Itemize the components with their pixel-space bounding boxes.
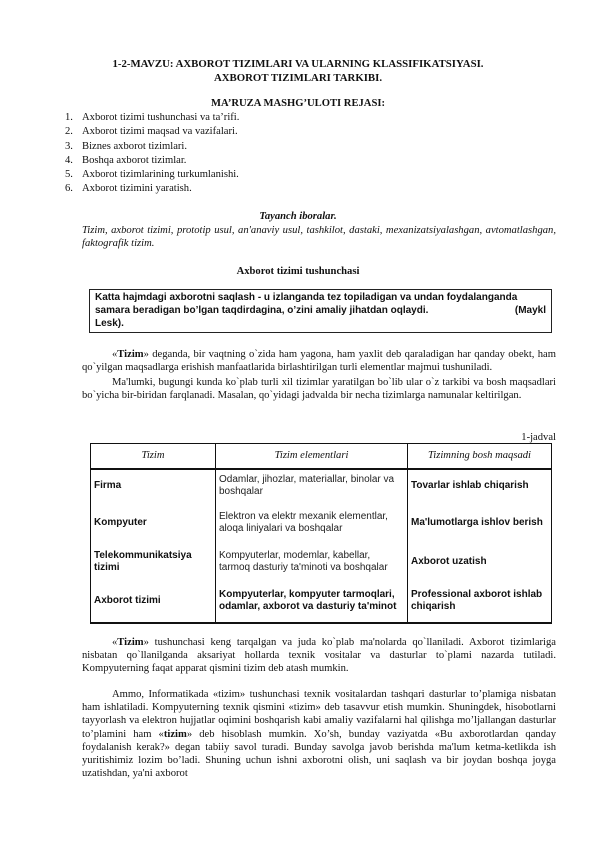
keywords-text: Tizim, axborot tizimi, prototip usul, an'anaviy usul, tashkilot, dastaki, mexanizatsiyalashgan, avtomatlashgan, faktografik tizim.	[82, 225, 556, 250]
quote-author: (Maykl	[514, 305, 546, 317]
table-row	[91, 544, 552, 580]
table-row	[91, 469, 552, 502]
paragraph	[82, 376, 556, 402]
systems-table	[90, 443, 552, 624]
plan-item-number: 6.	[65, 183, 73, 195]
paragraph-text: » deb hisoblash mumkin. Xo’sh, bunday vaziyatda «Bu axborotlardan qanday foydalanish kerak?» degan tabiiy savol turadi. Bunday savolga javob berishda ma'lum ketma-ketlikda ish yuritishimiz lozim bo’ladi. Shuning uchun ishni axborotni olish, uni saqlash va bir joydan boshqa joyga uzatishdan, ya'ni axborot	[82, 728, 556, 780]
quote-author-cont: Lesk).	[95, 318, 124, 330]
table-cell: Kompyuterlar, modemlar, kabellar, tarmoq dasturiy ta'minoti va boshqalar	[216, 544, 408, 580]
plan-item-text: Axborot tizimini yaratish.	[82, 183, 192, 195]
plan-item	[65, 140, 239, 154]
table-cell: Professional axborot ishlab chiqarish	[408, 580, 552, 623]
quote-mark: «	[112, 349, 118, 360]
plan-item-number: 1.	[65, 112, 73, 123]
table-cell: Axborot uzatish	[408, 544, 552, 580]
plan-list	[65, 111, 240, 197]
plan-item-text: Axborot tizimi tushunchasi va ta’rifi.	[82, 112, 240, 123]
table-cell: Elektron va elektr mexanik elementlar, aloqa liniyalari va boshqalar	[216, 502, 408, 544]
quote-box	[89, 289, 552, 333]
plan-item	[65, 182, 239, 196]
paragraph-text: » tushunchasi keng tarqalgan va juda ko`plab ma'nolarda qo`llaniladi. Axborot tizimlariga nisbatan qo`llanilganda aksariyat hollarda texnik vositalar va dasturlar to`plami nazarda tutiladi. Kompyuterning faqat apparat qismini tizim deb atash mumkin.	[82, 637, 556, 675]
plan-item	[65, 125, 239, 139]
table-cell: Odamlar, jihozlar, materiallar, binolar va boshqalar	[216, 469, 408, 502]
keywords-heading: Tayanch iboralar.	[259, 211, 337, 222]
table-header-row	[91, 444, 552, 470]
section-heading: Axborot tizimi tushunchasi	[236, 266, 360, 277]
keyword: Tizim	[117, 637, 144, 648]
plan-item-number: 3.	[65, 140, 73, 152]
table-header: Tizimning bosh maqsadi	[408, 444, 552, 470]
title-line-1: 1-2-MAVZU: AXBOROT TIZIMLARI VA ULARNING KLASSIFIKATSIYASI.	[112, 58, 484, 70]
quote-line-1: Katta hajmdagi axborotni saqlash - u izlanganda tez topiladigan va undan foydalanganda	[95, 292, 518, 303]
table-header: Tizim elementlari	[216, 444, 408, 470]
table-caption: 1-jadval	[521, 432, 556, 443]
quote-mark: «	[112, 637, 118, 648]
plan-item-number: 2.	[65, 126, 73, 138]
keyword: Tizim	[117, 349, 144, 360]
quote-line-2	[95, 304, 546, 317]
page-title	[60, 58, 536, 85]
plan-heading: MA’RUZA MASHG’ULOTI REJASI:	[210, 98, 386, 109]
paragraph-text: Ma'lumki, bugungi kunda ko`plab turli xil tizimlar yaratilgan bo`lib ular o`z tarkibi va bosh maqsadlari bo`yicha bir-biridan farqlanadi. Masalan, qo`yidagi jadvalda bir necha tizimlarga namunalar keltirilgan.	[82, 377, 556, 402]
plan-item	[65, 168, 239, 182]
table-cell: Kompyuter	[91, 502, 216, 544]
table-cell: Telekommunikatsiya tizimi	[91, 544, 216, 580]
plan-item-text: Biznes axborot tizimlari.	[82, 140, 188, 152]
paragraph-text: » deganda, bir vaqtning o`zida ham yagona, ham yaxlit deb qaraladigan har qanday obekt, ham qo`yilgan maqsadlarga erishish manfaatlarida birlashtirilgan turli elementlar majmui tushuniladi.	[82, 349, 556, 374]
plan-item-text: Axborot tizimi maqsad va vazifalari.	[82, 126, 238, 138]
quote-text: samara beradigan bo’lgan taqdirdagina, o’zini amaliy jihatdan oqlaydi.	[95, 305, 429, 317]
table-cell: Tovarlar ishlab chiqarish	[408, 469, 552, 502]
plan-item-number: 5.	[65, 169, 73, 181]
table-cell: Firma	[91, 469, 216, 502]
paragraph-text: Ammo, Informatikada «tizim» tushunchasi texnik vositalardan tashqari dasturlar to’plamiga nisbatan ham ishlatiladi. Kompyuterning texnik qismini «tizim» deb tasavvur etish mumkin. Shuningdek, hisobotlarni tayyorlash va elektron hujjatlar oqimini boshqarish kabi amaliy vazifalarni hal qilishga mo’ljallangan dasturlar to’plamini ham «	[82, 689, 556, 740]
table-cell: Ma'lumotlarga ishlov berish	[408, 502, 552, 544]
table-header: Tizim	[91, 444, 216, 470]
paragraph	[82, 688, 556, 780]
paragraph	[82, 636, 556, 676]
table-cell: Axborot tizimi	[91, 580, 216, 623]
plan-item-text: Boshqa axborot tizimlar.	[82, 154, 187, 166]
plan-item	[65, 154, 239, 168]
plan-item-number: 4.	[65, 154, 73, 166]
plan-item	[65, 111, 240, 125]
plan-item-text: Axborot tizimlarining turkumlanishi.	[82, 169, 239, 181]
table-row	[91, 502, 552, 544]
table-cell: Kompyuterlar, kompyuter tarmoqlari, odamlar, axborot va dasturiy ta'minot	[216, 580, 408, 623]
table-row	[91, 580, 552, 623]
keyword: tizim	[163, 728, 187, 740]
paragraph	[82, 348, 556, 374]
title-line-2: AXBOROT TIZIMLARI TARKIBI.	[213, 71, 383, 84]
